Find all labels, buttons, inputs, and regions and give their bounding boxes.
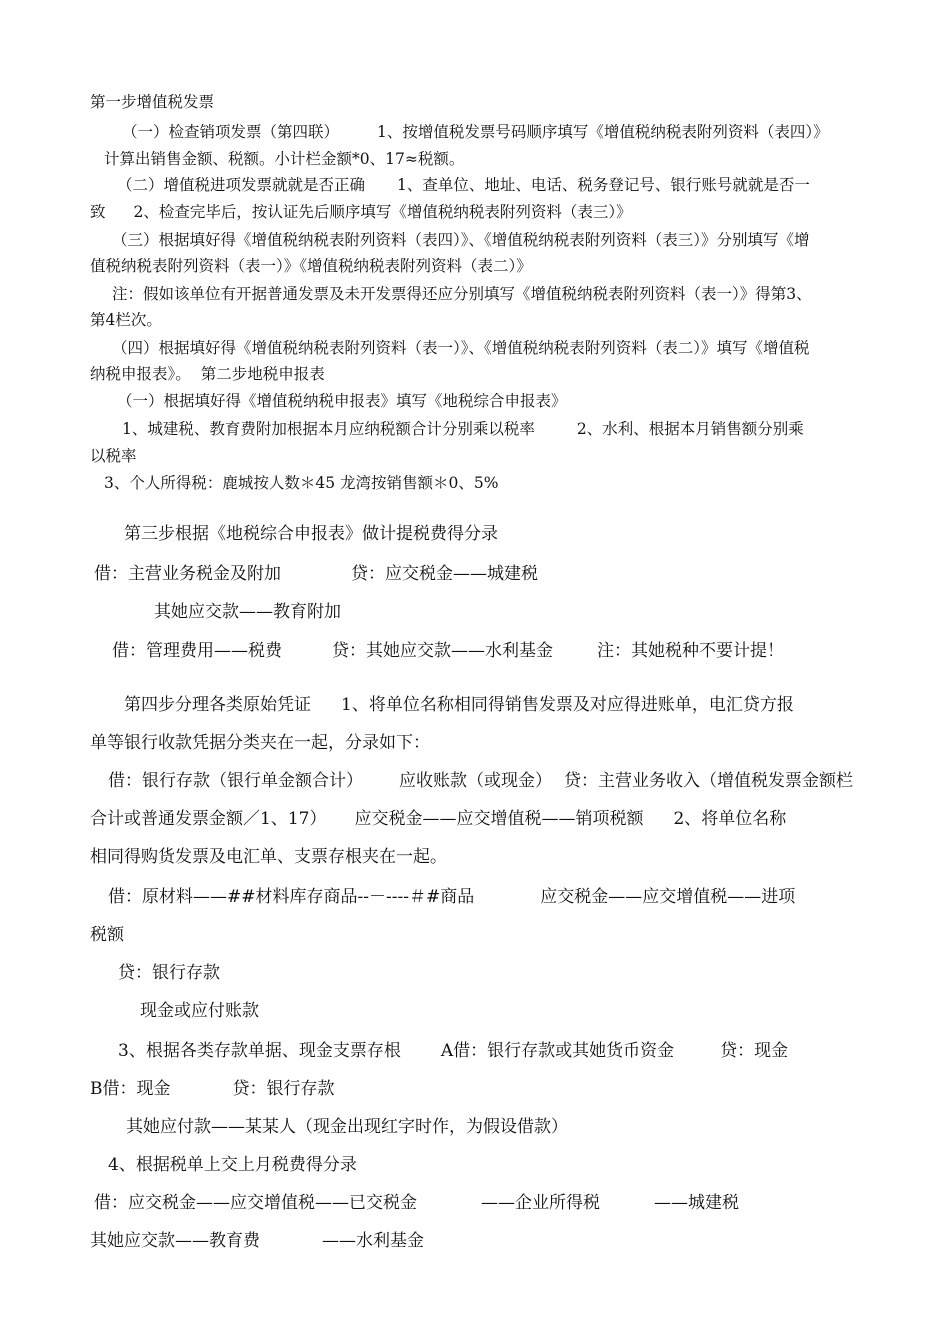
section-heading-step2: 第二步地税申报表 [200, 365, 325, 383]
journal-entry-line: 现金或应付账款 [140, 1001, 259, 1021]
text-line: 致 2、检查完毕后，按认证先后顺序填写《增值税纳税表附列资料（表三）》 [90, 203, 632, 221]
journal-entry-line: 借：主营业务税金及附加 贷：应交税金——城建税 [94, 564, 538, 584]
journal-entry-line: 借：原材料——##材料库存商品--－----＃#商品 应交税金——应交增值税——进项 [108, 887, 796, 907]
journal-entry-line: 合计或普通发票金额／1、17） 应交税金——应交增值税——销项税额 2、将单位名称 [90, 809, 787, 829]
journal-entry-line: 3、根据各类存款单据、现金支票存根 A借：银行存款或其她货币资金 贷：现金 [118, 1041, 789, 1061]
journal-entry-line: 税额 [90, 925, 124, 945]
text-line: 注：假如该单位有开据普通发票及未开发票得还应分别填写《增值税纳税表附列资料（表一）》得第3、 [112, 285, 812, 303]
journal-entry-line: 其她应付款——某某人（现金出现红字时作，为假设借款） [126, 1117, 568, 1137]
text-line: 4、根据税单上交上月税费得分录 [108, 1155, 357, 1175]
journal-entry-line: 贷：银行存款 [118, 963, 220, 983]
text-line: 值税纳税表附列资料（表一）》《增值税纳税表附列资料（表二）》 [90, 257, 532, 275]
section-heading-step1: 第一步增值税发票 [90, 93, 215, 111]
text-line: （四）根据填好得《增值税纳税表附列资料（表一）》、《增值税纳税表附列资料（表二）》填写《增值税 [112, 339, 810, 357]
text-line: （三）根据填好得《增值税纳税表附列资料（表四）》、《增值税纳税表附列资料（表三）》分别填写《增 [112, 231, 810, 249]
text-line: 1、城建税、教育费附加根据本月应纳税额合计分别乘以税率 2、水利、根据本月销售额分别乘 [122, 420, 804, 438]
text-line: 相同得购货发票及电汇单、支票存根夹在一起。 [90, 847, 447, 867]
text-line: 纳税申报表》。 第二步地税申报表 [90, 365, 325, 383]
journal-entry-line: 借：管理费用——税费 贷：其她应交款——水利基金 注：其她税种不要计提！ [112, 641, 784, 661]
text-line: （一）检查销项发票（第四联） 1、按增值税发票号码顺序填写《增值税纳税表附列资料（表四）》 [122, 123, 829, 141]
section-heading-step3: 第三步根据《地税综合申报表》做计提税费得分录 [124, 524, 498, 544]
section-heading-step4: 第四步分理各类原始凭证 1、将单位名称相同得销售发票及对应得进账单，电汇贷方报 [124, 695, 794, 715]
journal-entry-line: 借：应交税金——应交增值税——已交税金 ——企业所得税 ——城建税 [94, 1193, 739, 1213]
journal-entry-line: B借：现金 贷：银行存款 [90, 1079, 335, 1099]
journal-entry-line: 借：银行存款（银行单金额合计） 应收账款（或现金） 贷：主营业务收入（增值税发票金额栏 [108, 771, 853, 791]
journal-entry-line: 其她应交款——教育费 ——水利基金 [90, 1231, 424, 1251]
text-line: 以税率 [90, 447, 137, 465]
text-line: 第4栏次。 [90, 311, 162, 329]
text-line: （二）增值税进项发票就就是否正确 1、查单位、地址、电话、税务登记号、银行账号就就是否一 [117, 176, 810, 194]
text-line: 单等银行收款凭据分类夹在一起，分录如下： [90, 733, 430, 753]
text-line: 3、个人所得税：鹿城按人数＊45 龙湾按销售额＊0、5% [104, 474, 499, 492]
text-line: 计算出销售金额、税额。小计栏金额*0、17≈税额。 [104, 150, 465, 168]
text-line: （一）根据填好得《增值税纳税申报表》填写《地税综合申报表》 [117, 392, 567, 410]
journal-entry-line: 其她应交款——教育附加 [154, 602, 341, 622]
